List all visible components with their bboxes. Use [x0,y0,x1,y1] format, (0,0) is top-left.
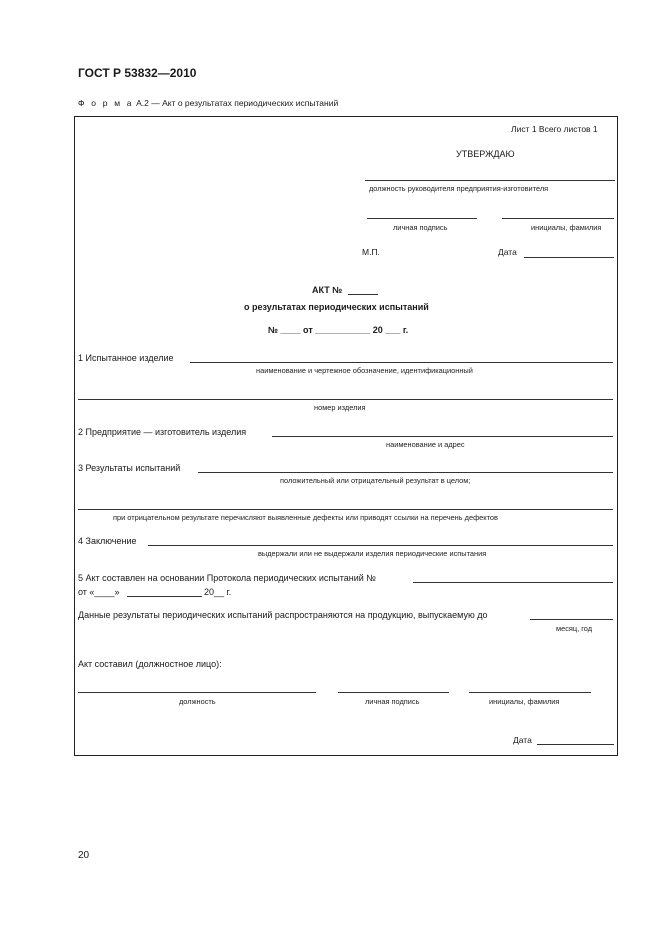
item5-label: 5 Акт составлен на основании Протокола периодических испытаний № [78,573,376,583]
position-caption: должность руководителя предприятия-изготовителя [369,184,549,193]
item4-label: 4 Заключение [78,536,137,546]
item3-line[interactable] [198,472,613,473]
document-code: ГОСТ Р 53832—2010 [78,66,197,80]
compiled-initials-caption: инициалы, фамилия [489,697,560,706]
compiled-label: Акт составил (должностное лицо): [78,659,222,669]
approve-initials-caption: инициалы, фамилия [531,223,602,232]
compiled-position-caption: должность [179,697,216,706]
item1-line[interactable] [190,362,613,363]
item5-from-suffix: 20__ г. [204,587,232,597]
extend-line[interactable] [530,619,613,620]
page-number: 20 [78,850,90,861]
item2-label: 2 Предприятие — изготовитель изделия [78,427,247,437]
compiled-signature-line[interactable] [338,692,449,693]
extend-label: Данные результаты периодических испытаний распространяются на продукцию, выпускаемую до [78,610,488,620]
compiled-initials-line[interactable] [469,692,591,693]
item2-line[interactable] [272,436,613,437]
item3b-caption: при отрицательном результате перечисляют выявленные дефекты или приводят ссылки на перечень дефектов [113,513,498,522]
sheet-info: Лист 1 Всего листов 1 [511,124,598,134]
approve-date-line[interactable] [524,257,614,258]
act-number-line[interactable] [348,294,378,295]
extend-caption: месяц, год [556,624,593,633]
position-line[interactable] [365,180,615,181]
approve-title: УТВЕРЖДАЮ [456,149,515,159]
stamp-label: М.П. [362,247,380,257]
compiled-date-line[interactable] [537,744,614,745]
item3-caption: положительный или отрицательный результат в целом; [280,476,471,485]
item1-caption: наименование и чертежное обозначение, идентификационный [256,366,473,375]
form-id: А.2 — Акт о результатах периодических испытаний [136,98,339,108]
form-caption [78,98,338,108]
approve-date-label: Дата [498,247,517,257]
item5-date-line[interactable] [127,596,202,597]
item3b-line[interactable] [78,509,613,510]
approve-signature-caption: личная подпись [393,223,448,232]
item1b-line[interactable] [78,399,613,400]
act-number-date: № ____ от ___________ 20 ___ г. [268,325,409,335]
form-word: Ф о р м а [78,98,134,108]
act-subtitle: о результатах периодических испытаний [244,302,429,312]
act-title: АКТ № [312,285,343,295]
approve-initials-line[interactable] [502,218,614,219]
compiled-position-line[interactable] [78,692,316,693]
compiled-date-label: Дата [513,735,532,745]
item1-label: 1 Испытанное изделие [78,353,174,363]
item3-label: 3 Результаты испытаний [78,463,181,473]
item4-line[interactable] [148,545,613,546]
item5-line[interactable] [413,582,613,583]
item5-from-prefix: от «____» [78,587,120,597]
compiled-signature-caption: личная подпись [365,697,420,706]
approve-signature-line[interactable] [367,218,477,219]
item1b-caption: номер изделия [314,403,366,412]
item4-caption: выдержали или не выдержали изделия периодические испытания [258,549,487,558]
item2-caption: наименование и адрес [386,440,465,449]
